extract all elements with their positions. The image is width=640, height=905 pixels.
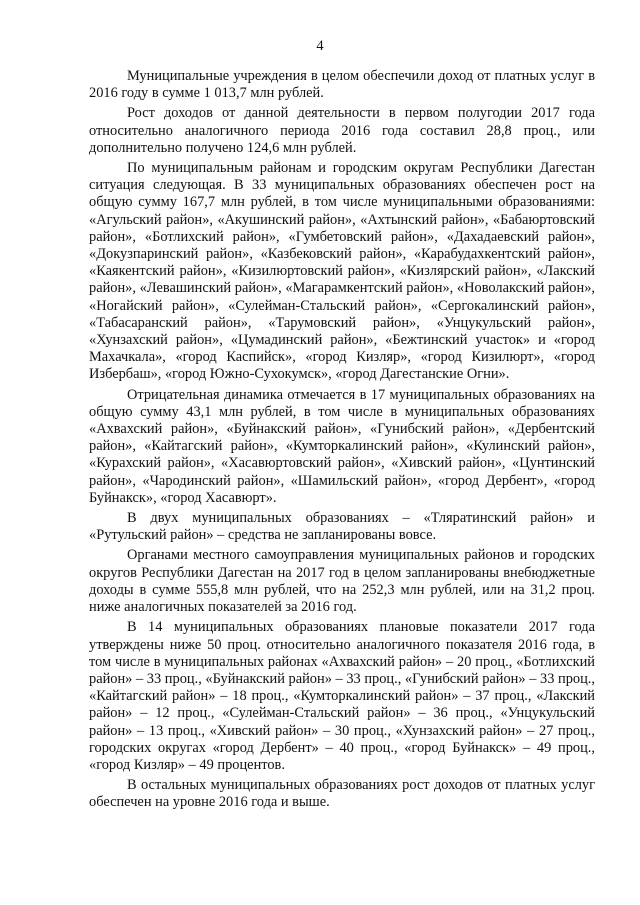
paragraph: Рост доходов от данной деятельности в первом полугодии 2017 года относительно аналогичного периода 2016 года составил 28,8 проц., или дополнительно получено 124,6 млн рублей.	[89, 105, 595, 156]
paragraph: В двух муниципальных образованиях – «Тляратинский район» и «Рутульский район» – средства не запланированы вовсе.	[89, 510, 595, 544]
paragraph: Органами местного самоуправления муниципальных районов и городских округов Республики Дагестан на 2017 год в целом запланированы внебюджетные доходы в сумме 555,8 млн рублей, что на 252,3 млн рублей, или на 31,2 проц. ниже аналогичных показателей за 2016 год.	[89, 547, 595, 616]
document-body	[89, 68, 595, 815]
paragraph: В 14 муниципальных образованиях плановые показатели 2017 года утверждены ниже 50 проц. относительно аналогичного показателя 2016 года, в том числе в муниципальных районах «Ахвахский район» – 20 проц., «Ботлихский район» – 33 проц., «Буйнакский район» – 33 проц., «Гунибский район» – 33 проц., «Кайтагский район» – 18 проц., «Кумторкалинский район» – 37 проц., «Лакский район» – 12 проц., «Сулейман-Стальский район» – 36 проц., «Унцукульский район» – 13 проц., «Хивский район» – 30 проц., «Хунзахский район» – 27 проц., городских округах «город Дербент» – 40 проц., «город Буйнакск» – 49 проц., «город Кизляр» – 49 процентов.	[89, 619, 595, 773]
paragraph: По муниципальным районам и городским округам Республики Дагестан ситуация следующая. В 33 муниципальных образованиях обеспечен рост на общую сумму 167,7 млн рублей, в том числе муниципальными образованиями: «Агульский район», «Акушинский район», «Ахтынский район», «Бабаюртовский район», «Ботлихский район», «Гумбетовский район», «Дахадаевский район», «Докузпаринский район», «Казбековский район», «Карабудахкентский район», «Каякентский район», «Кизилюртовский район», «Кизлярский район», «Лакский район», «Левашинский район», «Магарамкентский район», «Новолакский район», «Ногайский район», «Сулейман-Стальский район», «Сергокалинский район», «Табасаранский район», «Тарумовский район», «Унцукульский район», «Хунзахский район», «Цумадинский район», «Бежтинский участок» и «город Махачкала», «город Каспийск», «город Кизляр», «город Кизилюрт», «город Избербаш», «город Южно-Сухокумск», «город Дагестанские Огни».	[89, 160, 595, 383]
paragraph: В остальных муниципальных образованиях рост доходов от платных услуг обеспечен на уровне 2016 года и выше.	[89, 777, 595, 811]
page-number: 4	[316, 38, 324, 54]
paragraph: Отрицательная динамика отмечается в 17 муниципальных образованиях на общую сумму 43,1 млн рублей, в том числе в муниципальных образованиях «Ахвахский район», «Буйнакский район», «Гунибский район», «Дербентский район», «Кайтагский район», «Кумторкалинский район», «Кулинский район», «Курахский район», «Хасавюртовский район», «Хивский район», «Цунтинский район», «Чародинский район», «Шамильский район», «город Дербент», «город Буйнакск», «город Хасавюрт».	[89, 386, 595, 506]
paragraph: Муниципальные учреждения в целом обеспечили доход от платных услуг в 2016 году в сумме 1 013,7 млн рублей.	[89, 68, 595, 102]
